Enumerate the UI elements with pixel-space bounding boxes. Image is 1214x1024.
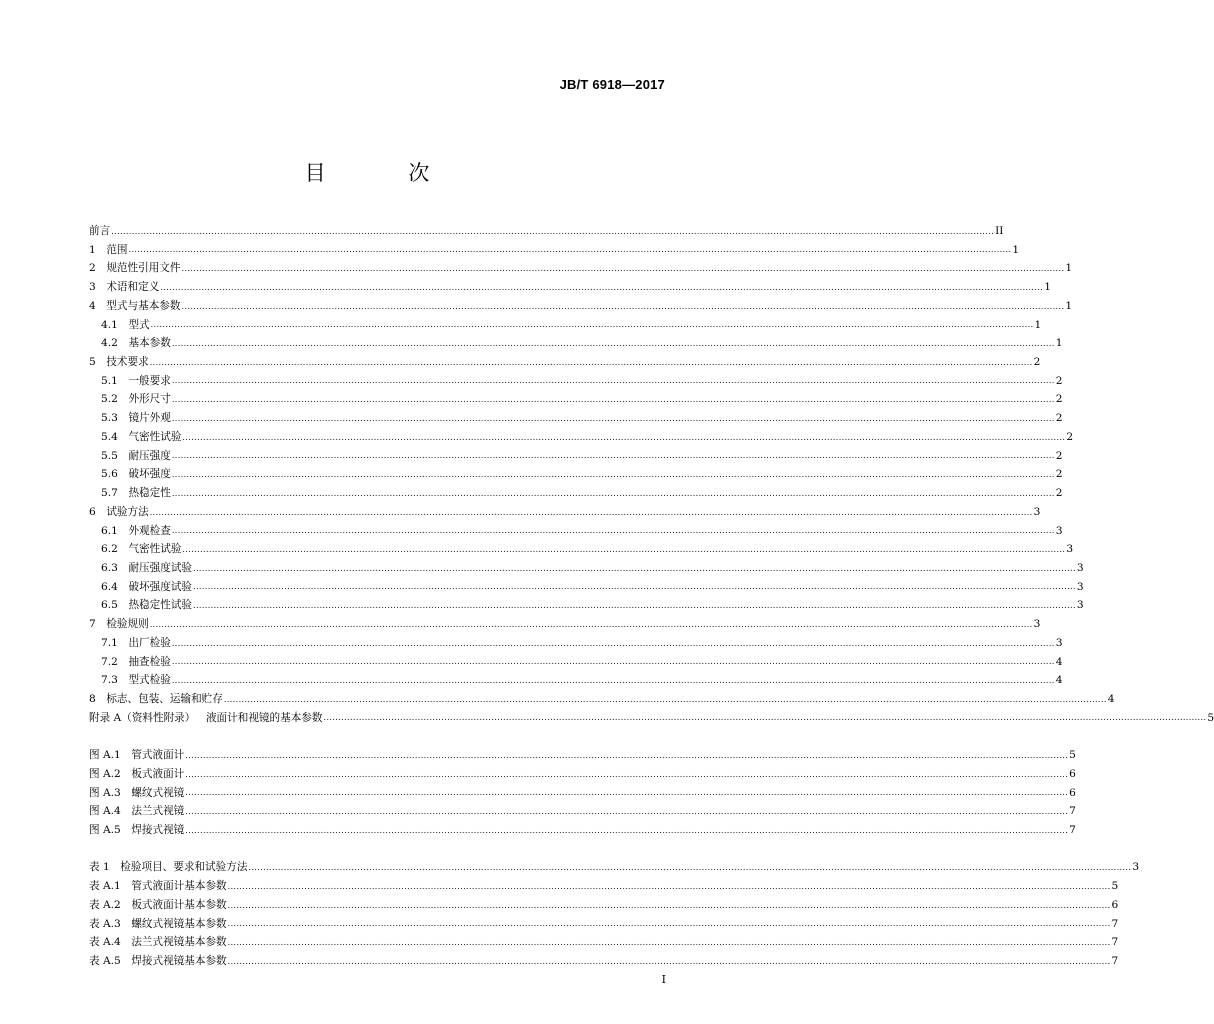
toc-entry-page: 2	[1055, 393, 1063, 406]
dot-leader: ............................................................................................................................................................................................................................................................................................................	[111, 226, 995, 236]
toc-entry-label: 6.1 外观检查	[101, 524, 171, 537]
toc-entry-page: 2	[1055, 487, 1063, 500]
table-entry-page: 7	[1111, 936, 1119, 949]
table-entry-label: 表 A.4 法兰式视镜基本参数	[89, 936, 227, 949]
dot-leader: ............................................................................................................................................................................................................................................................................................................	[171, 675, 1055, 685]
section-gap	[89, 727, 667, 746]
toc-entry-label: 5.7 热稳定性	[101, 487, 171, 500]
dot-leader: ............................................................................................................................................................................................................................................................................................................	[171, 413, 1055, 423]
figure-entry[interactable]	[89, 746, 1076, 765]
toc-entry-label: 1 范围	[89, 243, 128, 256]
toc-entry-page: 2	[1055, 449, 1063, 462]
dot-leader: ............................................................................................................................................................................................................................................................................................................	[227, 956, 1111, 966]
toc-entry[interactable]	[89, 447, 1063, 466]
toc-entry[interactable]	[89, 297, 1073, 316]
toc-section-figures	[89, 746, 1076, 840]
toc-entry-label: 5 技术要求	[89, 356, 149, 369]
toc-entry-page: 3	[1076, 580, 1084, 593]
toc-entry-label: 附录 A（资料性附录） 液面计和视镜的基本参数	[89, 711, 323, 724]
table-entry-label: 表 A.1 管式液面计基本参数	[89, 880, 227, 893]
table-entry[interactable]	[89, 858, 1140, 877]
table-entry-page: 6	[1111, 898, 1119, 911]
toc-entry-label: 前言	[89, 225, 111, 237]
dot-leader: ............................................................................................................................................................................................................................................................................................................	[128, 245, 1012, 255]
toc-entry-page: 3	[1066, 543, 1074, 556]
dot-leader: ............................................................................................................................................................................................................................................................................................................	[149, 357, 1033, 367]
figure-entry-page: 7	[1069, 823, 1076, 836]
dot-leader: ............................................................................................................................................................................................................................................................................................................	[171, 339, 1055, 349]
figure-entry-page: 6	[1069, 786, 1076, 799]
table-entry-page: 7	[1111, 954, 1119, 967]
toc-entry-label: 5.5 耐压强度	[101, 449, 171, 462]
figure-entry-label: 图 A.3 螺纹式视镜	[89, 786, 185, 799]
dot-leader: ............................................................................................................................................................................................................................................................................................................	[323, 713, 1207, 723]
table-entry[interactable]	[89, 896, 1119, 915]
toc-entry-label: 4.2 基本参数	[101, 337, 171, 350]
toc-entry-label: 7.2 抽查检验	[101, 655, 171, 668]
toc-entry-label: 3 术语和定义	[89, 281, 160, 294]
dot-leader: ............................................................................................................................................................................................................................................................................................................	[223, 694, 1107, 704]
dot-leader: ............................................................................................................................................................................................................................................................................................................	[171, 376, 1055, 386]
standard-code: JB/T 6918—2017	[559, 77, 665, 92]
toc-entry[interactable]	[89, 278, 1051, 297]
toc-entry-page: 3	[1076, 561, 1084, 574]
toc-entry-label: 5.2 外形尺寸	[101, 393, 171, 406]
toc-entry-label: 7 检验规则	[89, 618, 149, 631]
toc-entry-page: 1	[1055, 337, 1063, 350]
dot-leader: ............................................................................................................................................................................................................................................................................................................	[149, 507, 1033, 517]
table-entry-page: 7	[1111, 917, 1119, 930]
toc-entry[interactable]	[89, 540, 1074, 559]
dot-leader: ............................................................................................................................................................................................................................................................................................................	[171, 526, 1055, 536]
table-entry-label: 表 A.3 螺纹式视镜基本参数	[89, 917, 227, 930]
dot-leader: ............................................................................................................................................................................................................................................................................................................	[227, 900, 1111, 910]
dot-leader: ............................................................................................................................................................................................................................................................................................................	[182, 544, 1066, 554]
toc-entry[interactable]	[89, 709, 1214, 728]
figure-entry[interactable]	[89, 821, 1076, 840]
toc-entry[interactable]	[89, 334, 1063, 353]
dot-leader: ............................................................................................................................................................................................................................................................................................................	[171, 657, 1055, 667]
toc-entry-page: 3	[1055, 524, 1063, 537]
toc-entry-page: 1	[1012, 243, 1020, 256]
toc-entry-label: 6.5 热稳定性试验	[101, 599, 193, 612]
dot-leader: ............................................................................................................................................................................................................................................................................................................	[193, 601, 1076, 611]
toc-entry[interactable]	[89, 222, 1004, 241]
dot-leader: ............................................................................................................................................................................................................................................................................................................	[185, 769, 1069, 779]
toc-entry-page: 3	[1076, 599, 1084, 612]
figure-entry-label: 图 A.4 法兰式视镜	[89, 805, 185, 818]
toc-entry-page: 1	[1044, 281, 1051, 294]
toc-entry[interactable]	[89, 615, 1041, 634]
figure-entry[interactable]	[89, 765, 1076, 784]
toc-entry-label: 7.3 型式检验	[101, 674, 171, 687]
dot-leader: ............................................................................................................................................................................................................................................................................................................	[181, 264, 1065, 274]
toc-entry-page: 2	[1066, 430, 1074, 443]
figure-entry-label: 图 A.2 板式液面计	[89, 767, 185, 780]
toc-entry[interactable]	[89, 484, 1063, 503]
dot-leader: ............................................................................................................................................................................................................................................................................................................	[227, 881, 1111, 891]
toc-entry-label: 5.3 镜片外观	[101, 412, 171, 425]
dot-leader: ............................................................................................................................................................................................................................................................................................................	[193, 563, 1076, 573]
table-entry-label: 表 1 检验项目、要求和试验方法	[89, 861, 248, 874]
dot-leader: ............................................................................................................................................................................................................................................................................................................	[182, 432, 1066, 442]
table-entry-page: 5	[1111, 880, 1119, 893]
section-gap	[89, 840, 667, 859]
toc-entry-page: 1	[1065, 262, 1073, 275]
toc-section-tables	[89, 858, 1140, 970]
toc-entry-page: 3	[1033, 505, 1041, 518]
toc-entry[interactable]	[89, 634, 1063, 653]
figure-entry[interactable]	[89, 802, 1076, 821]
toc-entry-label: 8 标志、包装、运输和贮存	[89, 692, 223, 705]
page-title: 目 次	[304, 161, 468, 185]
toc-entry[interactable]	[89, 503, 1041, 522]
toc-entry-page: 2	[1055, 374, 1063, 387]
toc-entry-label: 6.3 耐压强度试验	[101, 561, 193, 574]
toc-entry[interactable]	[89, 671, 1063, 690]
dot-leader: ............................................................................................................................................................................................................................................................................................................	[227, 919, 1111, 929]
toc-entry-page: 4	[1055, 655, 1063, 668]
toc-entry-page: 4	[1055, 674, 1063, 687]
toc-entry[interactable]	[89, 690, 1115, 709]
dot-leader: ............................................................................................................................................................................................................................................................................................................	[150, 320, 1034, 330]
dot-leader: ............................................................................................................................................................................................................................................................................................................	[160, 282, 1044, 292]
dot-leader: ............................................................................................................................................................................................................................................................................................................	[185, 788, 1069, 798]
table-entry[interactable]	[89, 915, 1119, 934]
figure-entry-page: 5	[1069, 749, 1076, 762]
toc-entry[interactable]	[89, 409, 1063, 428]
toc-entry-label: 5.6 破坏强度	[101, 468, 171, 481]
toc-entry-label: 6.2 气密性试验	[101, 543, 182, 556]
table-entry[interactable]	[89, 933, 1119, 952]
toc-entry-label: 6.4 破坏强度试验	[101, 580, 193, 593]
table-entry[interactable]	[89, 877, 1119, 896]
toc-entry-page: 1	[1065, 299, 1073, 312]
dot-leader: ............................................................................................................................................................................................................................................................................................................	[171, 488, 1055, 498]
toc-entry-page: 4	[1107, 692, 1115, 705]
toc-entry-page: 2	[1055, 468, 1063, 481]
toc-entry[interactable]	[89, 353, 1041, 372]
toc-entry-label: 5.1 一般要求	[101, 374, 171, 387]
toc-entry[interactable]	[89, 653, 1063, 672]
toc-entry[interactable]	[89, 241, 1020, 260]
toc-entry-label: 5.4 气密性试验	[101, 430, 182, 443]
page-number: I	[661, 973, 666, 986]
table-entry-page: 3	[1132, 861, 1140, 874]
dot-leader: ............................................................................................................................................................................................................................................................................................................	[227, 937, 1111, 947]
toc-section-main	[89, 222, 1214, 727]
dot-leader: ............................................................................................................................................................................................................................................................................................................	[171, 470, 1055, 480]
figure-entry-label: 图 A.5 焊接式视镜	[89, 823, 185, 836]
dot-leader: ............................................................................................................................................................................................................................................................................................................	[185, 750, 1069, 760]
toc-entry[interactable]	[89, 259, 1073, 278]
toc-entry-page: 5	[1207, 711, 1214, 724]
table-of-contents	[89, 222, 1214, 971]
figure-entry-page: 6	[1069, 767, 1076, 780]
toc-entry[interactable]	[89, 390, 1063, 409]
figure-entry[interactable]	[89, 784, 1076, 803]
toc-entry-label: 4 型式与基本参数	[89, 299, 181, 312]
dot-leader: ............................................................................................................................................................................................................................................................................................................	[248, 863, 1132, 873]
toc-entry-page: 1	[1034, 318, 1042, 331]
dot-leader: ............................................................................................................................................................................................................................................................................................................	[185, 806, 1069, 816]
toc-entry-page: II	[995, 225, 1004, 237]
table-entry-label: 表 A.5 焊接式视镜基本参数	[89, 954, 227, 967]
toc-entry[interactable]	[89, 578, 1084, 597]
toc-entry-label: 4.1 型式	[101, 318, 150, 331]
figure-entry-label: 图 A.1 管式液面计	[89, 749, 185, 762]
toc-entry-page: 3	[1055, 636, 1063, 649]
toc-entry[interactable]	[89, 465, 1063, 484]
toc-entry[interactable]	[89, 559, 1084, 578]
dot-leader: ............................................................................................................................................................................................................................................................................................................	[171, 638, 1055, 648]
toc-entry-page: 2	[1033, 356, 1041, 369]
dot-leader: ............................................................................................................................................................................................................................................................................................................	[193, 582, 1076, 592]
toc-entry[interactable]	[89, 316, 1042, 335]
toc-entry-page: 2	[1055, 412, 1063, 425]
toc-entry[interactable]	[89, 372, 1063, 391]
toc-entry-label: 7.1 出厂检验	[101, 636, 171, 649]
dot-leader: ............................................................................................................................................................................................................................................................................................................	[181, 301, 1065, 311]
dot-leader: ............................................................................................................................................................................................................................................................................................................	[149, 619, 1033, 629]
toc-entry[interactable]	[89, 522, 1063, 541]
table-entry-label: 表 A.2 板式液面计基本参数	[89, 898, 227, 911]
toc-entry[interactable]	[89, 428, 1074, 447]
table-entry[interactable]	[89, 952, 1119, 971]
figure-entry-page: 7	[1069, 805, 1076, 818]
dot-leader: ............................................................................................................................................................................................................................................................................................................	[171, 451, 1055, 461]
dot-leader: ............................................................................................................................................................................................................................................................................................................	[171, 395, 1055, 405]
toc-entry-page: 3	[1033, 618, 1041, 631]
toc-entry[interactable]	[89, 596, 1084, 615]
dot-leader: ............................................................................................................................................................................................................................................................................................................	[185, 825, 1069, 835]
toc-entry-label: 6 试验方法	[89, 505, 149, 518]
toc-entry-label: 2 规范性引用文件	[89, 262, 181, 275]
